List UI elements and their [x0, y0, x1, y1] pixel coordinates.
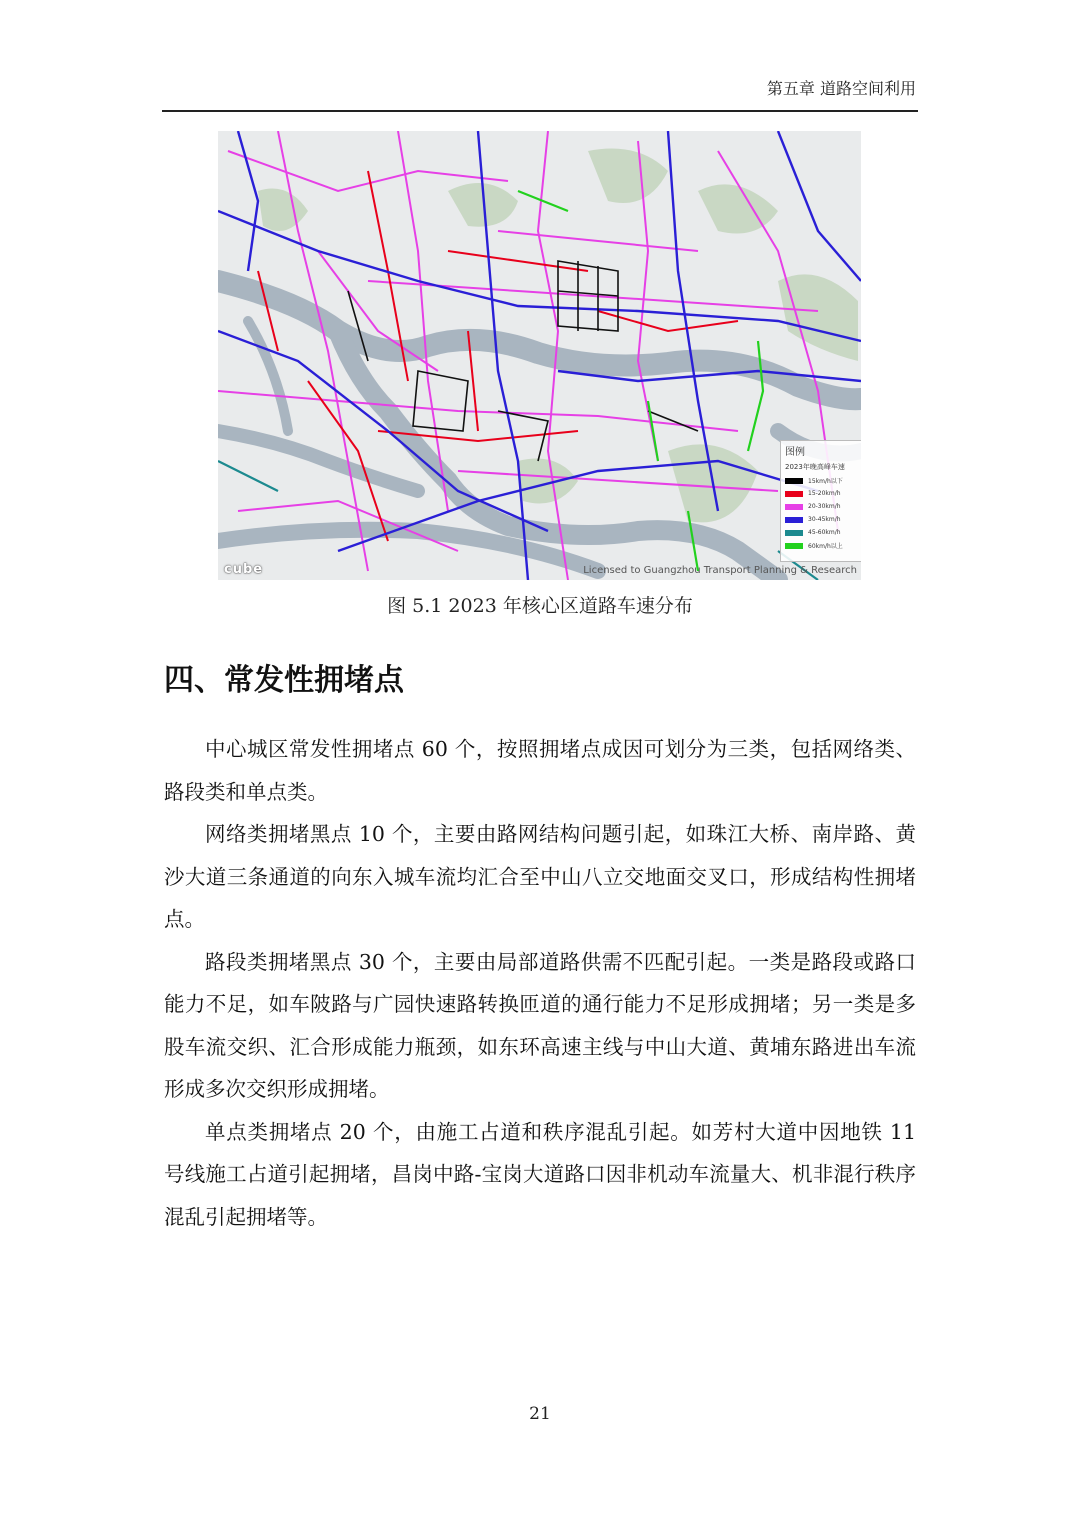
legend-label: 45-60km/h [808, 529, 841, 536]
legend-item [781, 474, 861, 487]
figure-caption: 图 5.1 2023 年核心区道路车速分布 [387, 595, 693, 617]
page-number: 21 [529, 1404, 551, 1424]
section-heading: 四、常发性拥堵点 [164, 663, 404, 698]
legend-swatch [785, 517, 803, 523]
road-speed-map [218, 131, 861, 580]
cube-logo: cube [224, 562, 264, 577]
legend-swatch [785, 491, 803, 497]
legend-item [781, 487, 861, 500]
legend-label: 15km/h以下 [808, 478, 843, 485]
legend-items [781, 474, 861, 552]
license-text: Licensed to Guangzhou Transport Planning & Research [583, 565, 857, 576]
legend-item [781, 539, 861, 552]
legend-swatch [785, 504, 803, 510]
legend-swatch [785, 543, 803, 549]
legend-item [781, 526, 861, 539]
legend-label: 20-30km/h [808, 503, 841, 510]
paragraph: 网络类拥堵黑点 10 个，主要由路网结构问题引起，如珠江大桥、南岸路、黄沙大道三条通道的向东入城车流均汇合至中山八立交地面交叉口，形成结构性拥堵点。 [164, 822, 916, 931]
legend-title: 图例 [785, 447, 805, 458]
section-body [164, 728, 916, 1238]
paragraph: 中心城区常发性拥堵点 60 个，按照拥堵点成因可划分为三类，包括网络类、路段类和单点类。 [164, 737, 916, 804]
page-header [162, 74, 918, 112]
map-river [218, 281, 861, 580]
legend-item [781, 500, 861, 513]
chapter-title: 第五章 道路空间利用 [766, 79, 916, 98]
legend-label: 30-45km/h [808, 516, 841, 523]
legend-swatch [785, 478, 803, 484]
legend-item [781, 513, 861, 526]
map-graphic [218, 131, 861, 580]
legend-subtitle: 2023年晚高峰车速 [785, 463, 845, 471]
legend-label: 60km/h以上 [808, 543, 843, 550]
map-legend [780, 440, 861, 562]
legend-swatch [785, 530, 803, 536]
paragraph: 路段类拥堵黑点 30 个，主要由局部道路供需不匹配引起。一类是路段或路口能力不足，如车陂路与广园快速路转换匝道的通行能力不足形成拥堵；另一类是多股车流交织、汇合形成能力瓶颈，如东环高速主线与中山大道、黄埔东路进出车流形成多次交织形成拥堵。 [164, 949, 916, 1101]
paragraph: 单点类拥堵点 20 个，由施工占道和秩序混乱引起。如芳村大道中因地铁 11 号线施工占道引起拥堵，昌岗中路-宝岗大道路口因非机动车流量大、机非混行秩序混乱引起拥堵等。 [164, 1119, 916, 1229]
legend-label: 15-20km/h [808, 490, 841, 497]
